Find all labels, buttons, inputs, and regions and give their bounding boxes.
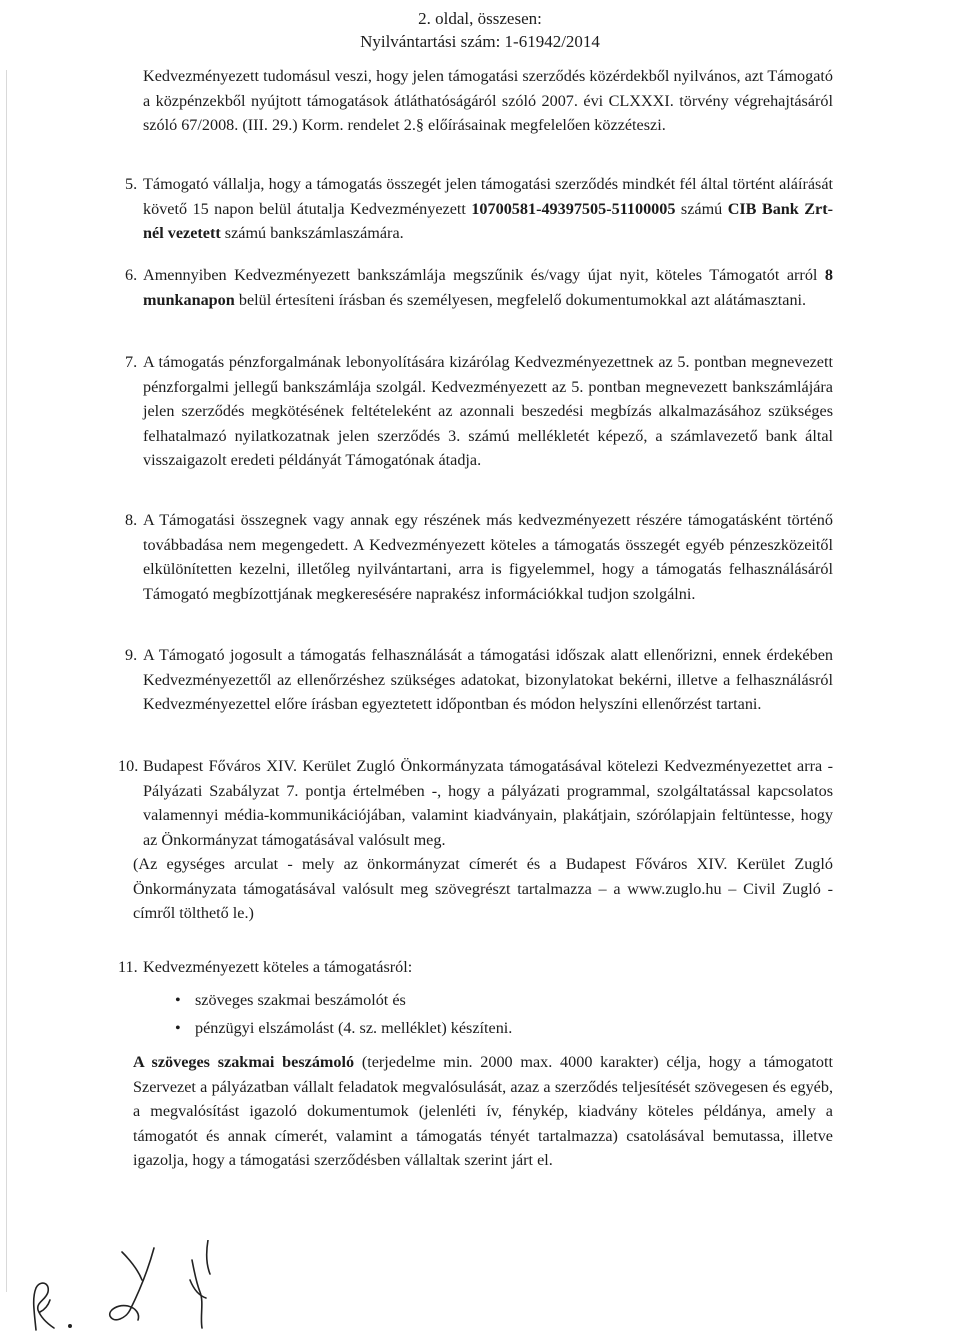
handwritten-initials-signature [14, 1240, 274, 1332]
intro-paragraph: Kedvezményezett tudomásul veszi, hogy jelen támogatási szerződés közérdekből nyilvános, azt Támogató a közpénzekből nyújtott támogatások átláthatóságáról szóló 2007. évi CLXXXI. törvény végrehajtásáról szóló 67/2008. (III. 29.) Korm. rendelet 2.§ előírásainak megfelelően közzéteszi. [143, 67, 833, 134]
clause-11 [118, 955, 833, 1042]
clause-7 [125, 350, 833, 473]
report-description: A szöveges szakmai beszámoló (terjedelme min. 2000 max. 4000 karakter) célja, hogy a támogatott Szervezet a pályázatban vállalt feladatok megvalósulását, azaz a szerződés teljesítését szövegesen és egyéb, a megvalósítást igazoló dokumentumok (jelenléti ív, fénykép, kiadvány köteles példánya, amely a támogatót és annak címerét, valamint a támogatás tényét tartalmazza) csatolásával bemutassa, illetve igazolja, hogy a támogatási szerződésben vállaltak szerint járt el. [133, 1053, 833, 1169]
scan-margin-line [6, 70, 7, 1292]
clause-10 [118, 754, 833, 926]
list-item: • pénzügyi elszámolást (4. sz. melléklet) készíteni. [175, 1014, 833, 1042]
report-title: A szöveges szakmai beszámoló [133, 1053, 355, 1071]
clause-number: 10. [118, 757, 139, 775]
bank-account-number: 10700581-49397505-51100005 [471, 199, 676, 218]
registry-number: Nyilvántartási szám: 1-61942/2014 [360, 32, 600, 51]
clause-text: Budapest Főváros XIV. Kerület Zugló Önkormányzata támogatásával kötelezi Kedvezményezettet arra - Pályázati Szabályzat 7. pontja értelmében -, hogy a pályázati programmal, szolgáltatással kapcsolatos valamennyi média-kommunikációjában, valamint kiadványain, plakátjain, szórólapjain feltüntesse, hogy az Önkormányzat támogatásával valósult meg. [143, 757, 833, 849]
clause-text: Amennyiben Kedvezményezett bankszámlája megszűnik és/vagy újat nyit, köteles Támogatót arról 8 munkanapon belül értesíteni írásban és személyesen, megfelelő dokumentumokkal azt alátámasztani. [143, 266, 833, 309]
report-list [118, 986, 833, 1042]
clause-number: 6. [125, 266, 138, 284]
clause-8 [125, 508, 833, 606]
clause-text: Kedvezményezett köteles a támogatásról: [143, 958, 413, 976]
clause-text: A Támogatási összegnek vagy annak egy részének más kedvezményezett részére támogatásként történő továbbadása nem megengedett. A Kedvezményezett köteles a támogatás összegét egyéb pénzeszközeitől elkülönítetten kezelni, illetőleg nyilvántartani, arra is figyelemmel, hogy a támogatás felhasználásáról Támogató megbízottjának megkeresésére naprakész információkkal tudjon szolgálni. [143, 511, 833, 603]
clause-number: 11. [118, 958, 138, 976]
bullet-icon: • [175, 1018, 181, 1037]
clause-5 [125, 172, 833, 246]
deadline-days: 8 munkanapon [143, 266, 833, 309]
list-item: • szöveges szakmai beszámolót és [175, 986, 833, 1014]
clause-6 [125, 263, 833, 312]
clause-text: Támogató vállalja, hogy a támogatás összegét jelen támogatási szerződés mindkét fél által történt aláírását követő 15 napon belül átutalja Kedvezményezett 10700581-49397505-51100005 számú CIB Bank Zrt-nél vezetett számú bankszámlaszámára. [143, 175, 833, 242]
clause-9 [125, 643, 833, 717]
clause-number: 9. [125, 646, 138, 664]
bank-name: CIB Bank Zrt-nél vezetett [143, 199, 833, 242]
clause-number: 5. [125, 175, 138, 193]
clause-text: A Támogató jogosult a támogatás felhasználását a támogatási időszak alatt ellenőrizni, ennek érdekében Kedvezményezettől az ellenőrzéshez szükséges adatokat, bizonylatokat bekérni, illetve a felhasználásról Kedvezményezettel előre írásban egyeztetett időpontban és módon helyszíni ellenőrzést tartani. [143, 646, 833, 713]
logo-note: (Az egységes arculat - mely az önkormányzat címerét és a Budapest Főváros XIV. Kerület Zugló Önkormányzata támogatásával valósult meg szövegrészt tartalmazza – a www.zuglo.hu – Civil Zugló - címről tölthető le.) [133, 855, 833, 922]
clause-text: A támogatás pénzforgalmának lebonyolítására kizárólag Kedvezményezettnek az 5. pontban megnevezett pénzforgalmi jellegű bankszámlája szolgál. Kedvezményezett az 5. pontban megnevezett bankszámlájára jelen szerződés megkötésének feltételeként az azonnali beszedési megbízás alkalmazásához szükséges felhatalmazó nyilatkozatnak jelen szerződés 3. számú mellékletét képező, a számlavezető bank által visszaigazolt eredeti példányát Támogatónak átadja. [143, 353, 833, 469]
clause-number: 7. [125, 353, 138, 371]
clause-number: 8. [125, 511, 138, 529]
page-number: 2. oldal, összesen: [418, 9, 542, 28]
bullet-icon: • [175, 990, 181, 1009]
